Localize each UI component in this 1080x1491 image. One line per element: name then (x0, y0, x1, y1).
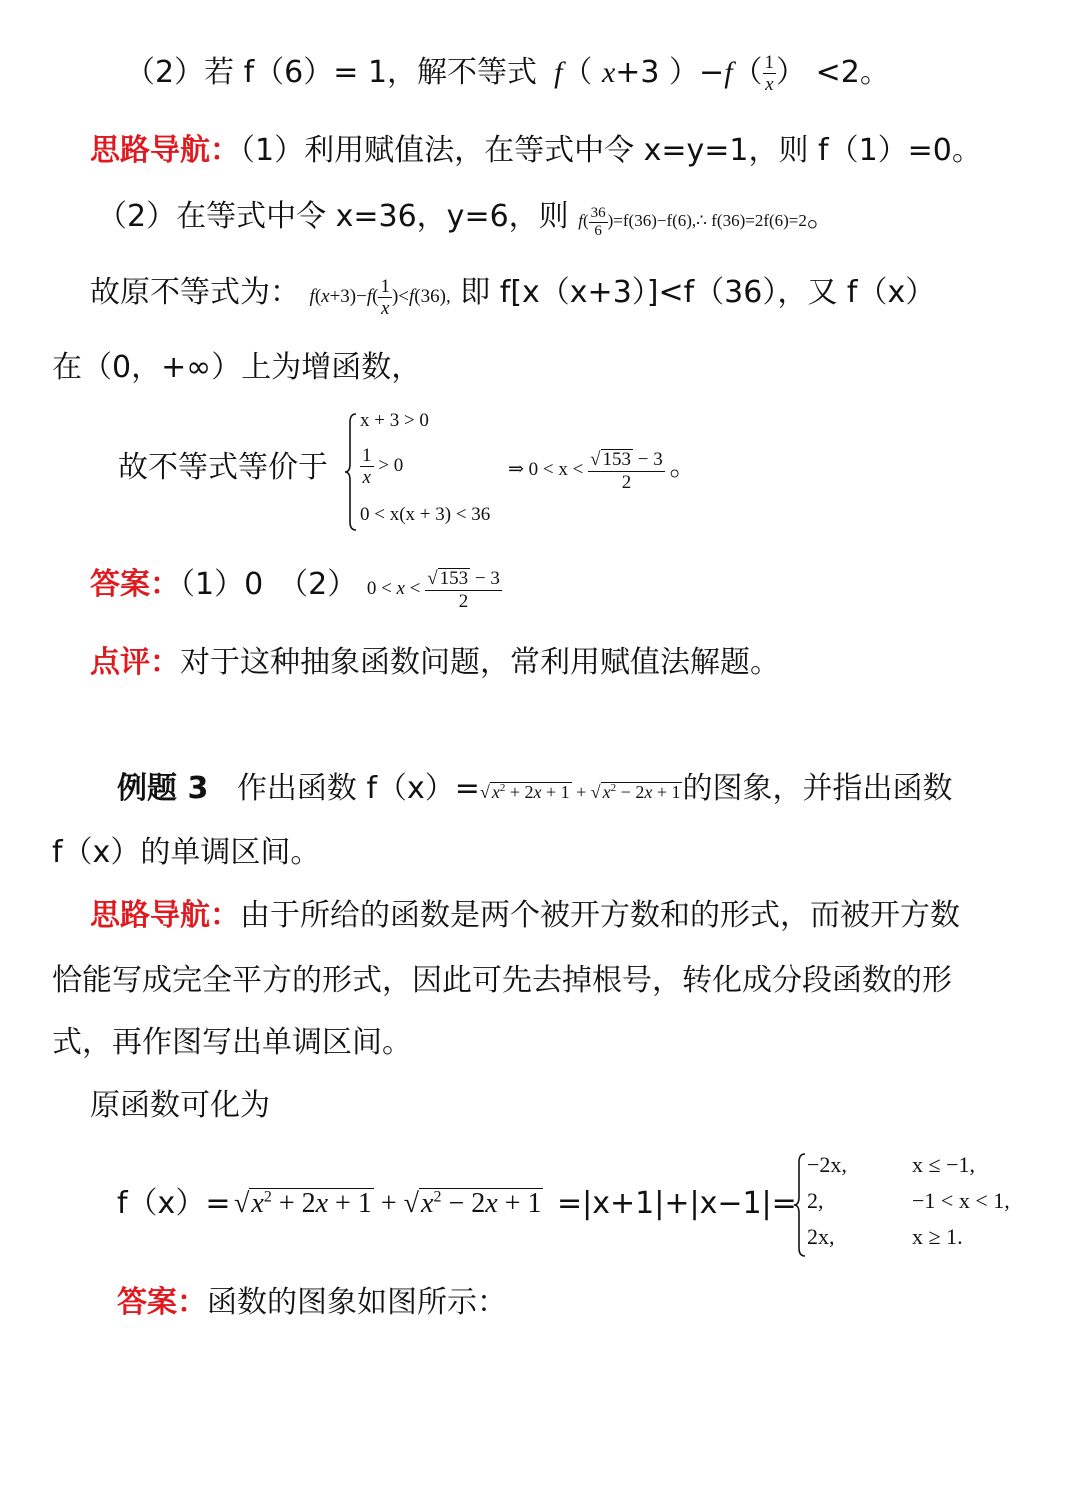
answer-text: （1）0 （2） (180, 567, 358, 602)
comment-label: 点评： (90, 645, 180, 680)
increasing-text: 在（0，+∞）上为增函数， (52, 350, 422, 385)
hint-1-text: （1）利用赋值法，在等式中令 x=y=1，则 f（1）=0。 (240, 133, 982, 168)
fraction-36-over-6: $\frac{36}{6}$ (590, 204, 606, 239)
piece-3-value: 2x, (807, 1224, 835, 1249)
example-3-function: √ $x^2 + 2x + 1$ + √ $x^2 - 2x + 1$ (479, 782, 681, 802)
fx-radicals: $√x^2 + 2x + 1 + √x^2 - 2x + 1$ (234, 1188, 542, 1219)
hint-line-1 (90, 131, 982, 171)
hint-2-text: （2）在等式中令 x=36，y=6，则 (97, 199, 569, 234)
piece-2-value: 2, (807, 1188, 824, 1213)
piece-1-value: −2x, (807, 1152, 847, 1177)
original-inequality-line (90, 273, 935, 318)
answer-formula: 0 < x < $\frac{√ 153 - 3}{2}$ (366, 568, 500, 613)
piece-3-condition: x ≥ 1. (912, 1224, 963, 1249)
fx-lead: f（x）= (117, 1186, 231, 1221)
system-solution: ⇒ 0 < x < $\frac{√ 153 - 3}{2}$ 。 (508, 449, 698, 494)
abs-expression: =|x+1|+|x−1|= (557, 1186, 797, 1221)
system-row-2: $\frac{1}{x}$ > 0 (362, 445, 404, 488)
example-3-label: 例题 3 (117, 771, 209, 806)
answer-label: 答案： (90, 567, 180, 602)
hint-3-line-2: 恰能写成完全平方的形式，因此可先去掉根号，转化成分段函数的形 (52, 963, 952, 998)
simplify-line: 原函数可化为 (90, 1088, 270, 1123)
question-2-line (125, 53, 890, 94)
answer-2-label: 答案： (117, 1285, 207, 1320)
comment-line (90, 643, 780, 683)
hint-2-equation: f( $\frac{36}{6}$ )=f(36)−f(6),∴ f(36)=2f(6)=2 (578, 204, 807, 239)
example-3-line-2: f（x）的单调区间。 (52, 835, 321, 870)
system-row-1: x + 3 > 0 (360, 410, 429, 431)
piecewise-block (117, 1150, 1047, 1260)
original-inequality-mid: 即 f[x（x+3）]<f（36），又 f（x） (460, 275, 936, 310)
answer-2-line (117, 1283, 507, 1323)
inequality-expression: f（ x+3 ）−f（ $\frac{1}{x}$ ） (546, 52, 816, 95)
hint-3-line-3: 式，再作图写出单调区间。 (52, 1025, 412, 1060)
equivalent-lead: 故不等式等价于 (118, 450, 328, 485)
piece-2-condition: −1 < x < 1, (912, 1188, 1010, 1213)
original-inequality-formula: f(x+3)−f( $\frac{1}{x}$ )<f(36), (309, 276, 451, 320)
answer-2-text: 函数的图象如图所示： (207, 1285, 507, 1320)
system-row-3: 0 < x(x + 3) < 36 (360, 504, 491, 525)
system-brace (344, 412, 358, 532)
piece-1-condition: x ≤ −1, (912, 1152, 975, 1177)
question-2-text: （2）若 f（6）= 1，解不等式 (125, 55, 538, 90)
hint-line-2: （2）在等式中令 x=36，y=6，则 f( $\frac{36}{6}$ )=f(36)−f(6),∴ f(36)=2f(6)=2。 (97, 199, 837, 239)
question-2-tail: <2。 (815, 55, 890, 90)
comment-text: 对于这种抽象函数问题，常利用赋值法解题。 (180, 645, 780, 680)
equivalent-system-block (118, 408, 738, 536)
hint-label: 思路导航： (90, 133, 240, 168)
hint-3-label: 思路导航： (90, 898, 240, 933)
increasing-line (52, 348, 421, 388)
fraction-1-over-x: $\frac{1}{x}$ (764, 52, 775, 95)
answer-line (90, 565, 502, 611)
example-3-line (117, 769, 952, 812)
hint-3-line-1: 思路导航：由于所给的函数是两个被开方数和的形式，而被开方数 (90, 898, 960, 933)
example-3-text-a: 作出函数 f（x）= (236, 771, 480, 806)
original-inequality-lead: 故原不等式为： (90, 275, 300, 310)
piecewise-brace (793, 1152, 807, 1258)
example-3-text-b: 的图象，并指出函数 (682, 771, 953, 806)
